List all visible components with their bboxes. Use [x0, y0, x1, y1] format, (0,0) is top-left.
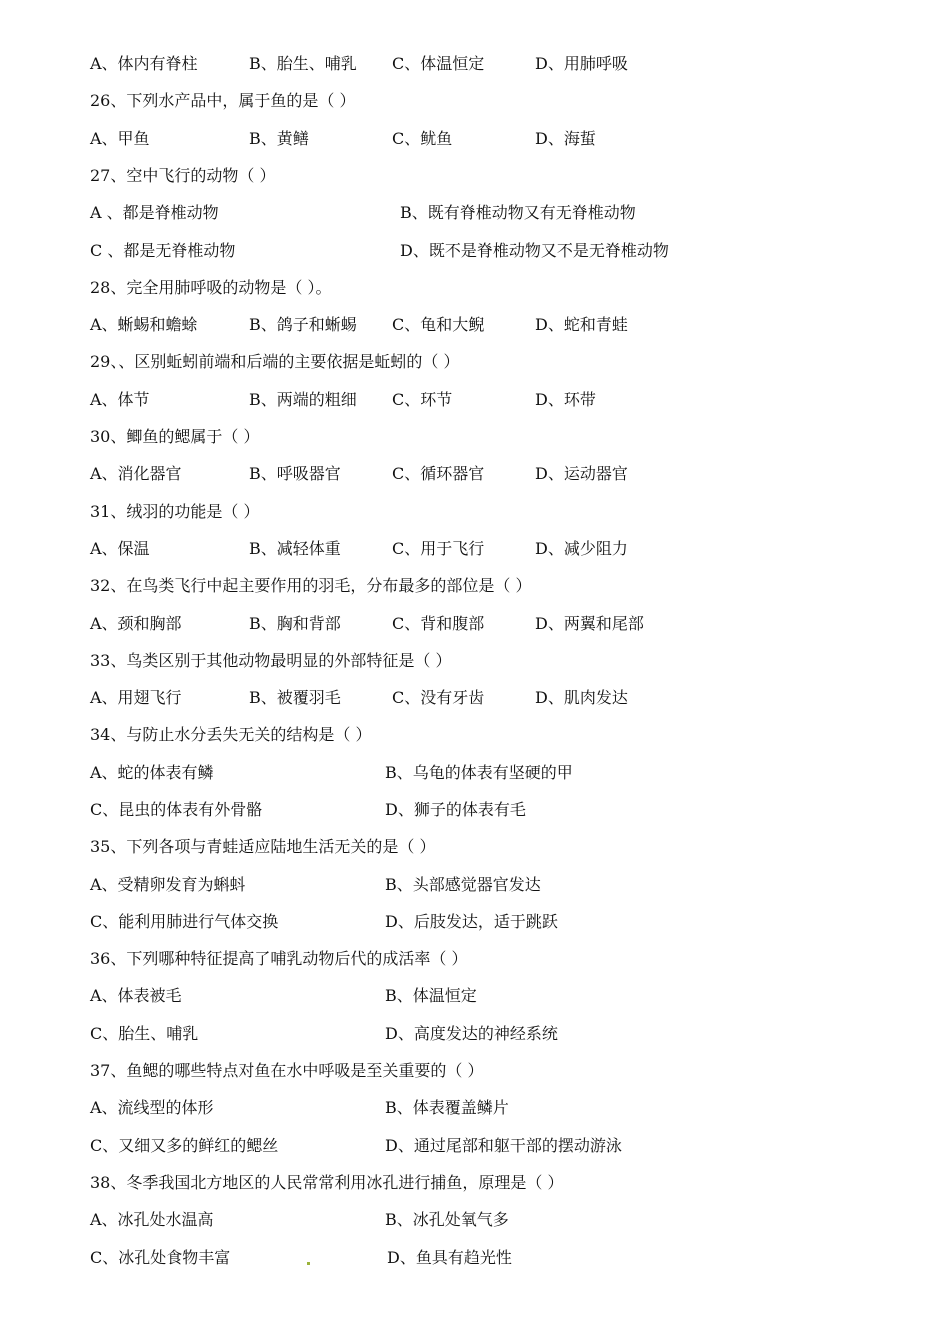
answer-option: B、胸和背部	[249, 614, 341, 633]
answer-option: A、保温	[90, 539, 150, 558]
answer-option: D、后肢发达，适于跳跃	[385, 912, 558, 931]
answer-option: B、减轻体重	[249, 539, 341, 558]
question-text: 27、空中飞行的动物（ ）	[90, 166, 276, 185]
answer-option: D、两翼和尾部	[535, 614, 644, 633]
answer-option: D、既不是脊椎动物又不是无脊椎动物	[400, 241, 669, 260]
answer-option: B、两端的粗细	[249, 390, 357, 409]
answer-option: C、用于飞行	[392, 539, 485, 558]
answer-option: D、狮子的体表有毛	[385, 800, 526, 819]
answer-option: A、体节	[90, 390, 150, 409]
answer-option: C、冰孔处食物丰富	[90, 1248, 231, 1267]
question-text: 32、在鸟类飞行中起主要作用的羽毛，分布最多的部位是（ ）	[90, 576, 532, 595]
answer-option: B、体温恒定	[385, 986, 477, 1005]
answer-option: D、肌肉发达	[535, 688, 628, 707]
answer-option: B、乌龟的体表有坚硬的甲	[385, 763, 573, 782]
answer-option: A、受精卵发育为蝌蚪	[90, 875, 246, 894]
answer-option: B、冰孔处氧气多	[385, 1210, 509, 1229]
question-text: 28、完全用肺呼吸的动物是（ ）。	[90, 278, 332, 297]
answer-option: B、既有脊椎动物又有无脊椎动物	[400, 203, 636, 222]
question-text: 34、与防止水分丢失无关的结构是（ ）	[90, 725, 372, 744]
question-text: 30、鲫鱼的鳃属于（ ）	[90, 427, 260, 446]
answer-option: C、鱿鱼	[392, 129, 453, 148]
answer-option: B、呼吸器官	[249, 464, 341, 483]
answer-option: D、蛇和青蛙	[535, 315, 628, 334]
answer-option: C、昆虫的体表有外骨骼	[90, 800, 263, 819]
question-text: 35、下列各项与青蛙适应陆地生活无关的是（ ）	[90, 837, 436, 856]
answer-option: C、背和腹部	[392, 614, 485, 633]
question-text: 37、鱼鳃的哪些特点对鱼在水中呼吸是至关重要的（ ）	[90, 1061, 484, 1080]
question-text: 31、绒羽的功能是（ ）	[90, 502, 260, 521]
answer-option: D、用肺呼吸	[535, 54, 628, 73]
answer-option: C、龟和大鲵	[392, 315, 485, 334]
answer-option: A、消化器官	[90, 464, 182, 483]
stray-dot	[307, 1262, 310, 1265]
answer-option: C、能利用肺进行气体交换	[90, 912, 279, 931]
answer-option: C 、都是无脊椎动物	[90, 241, 236, 260]
answer-option: A、体内有脊柱	[90, 54, 198, 73]
answer-option: A、蜥蜴和蟾蜍	[90, 315, 198, 334]
answer-option: A、用翅飞行	[90, 688, 182, 707]
answer-option: C、又细又多的鲜红的鳃丝	[90, 1136, 279, 1155]
answer-option: B、被覆羽毛	[249, 688, 341, 707]
answer-option: A、蛇的体表有鳞	[90, 763, 214, 782]
answer-option: A、甲鱼	[90, 129, 150, 148]
answer-option: A、冰孔处水温高	[90, 1210, 214, 1229]
answer-option: C、体温恒定	[392, 54, 485, 73]
answer-option: D、减少阻力	[535, 539, 628, 558]
answer-option: A 、都是脊椎动物	[90, 203, 219, 222]
answer-option: A、颈和胸部	[90, 614, 182, 633]
answer-option: C、循环器官	[392, 464, 485, 483]
answer-option: B、黄鳝	[249, 129, 309, 148]
answer-option: C、胎生、哺乳	[90, 1024, 199, 1043]
answer-option: D、运动器官	[535, 464, 628, 483]
question-text: 26、下列水产品中，属于鱼的是（ ）	[90, 91, 356, 110]
answer-option: D、海蜇	[535, 129, 596, 148]
answer-option: B、鸽子和蜥蜴	[249, 315, 357, 334]
answer-option: B、体表覆盖鳞片	[385, 1098, 509, 1117]
question-text: 29、、区别蚯蚓前端和后端的主要依据是蚯蚓的（ ）	[90, 352, 460, 371]
question-text: 36、下列哪种特征提高了哺乳动物后代的成活率（ ）	[90, 949, 468, 968]
answer-option: B、胎生、哺乳	[249, 54, 357, 73]
question-text: 33、鸟类区别于其他动物最明显的外部特征是（ ）	[90, 651, 452, 670]
answer-option: D、通过尾部和躯干部的摆动游泳	[385, 1136, 622, 1155]
answer-option: A、体表被毛	[90, 986, 182, 1005]
answer-option: B、头部感觉器官发达	[385, 875, 541, 894]
question-text: 38、冬季我国北方地区的人民常常利用冰孔进行捕鱼，原理是（ ）	[90, 1173, 564, 1192]
answer-option: C、环节	[392, 390, 453, 409]
answer-option: D、环带	[535, 390, 596, 409]
answer-option: D、鱼具有趋光性	[387, 1248, 512, 1267]
answer-option: C、没有牙齿	[392, 688, 485, 707]
answer-option: A、流线型的体形	[90, 1098, 214, 1117]
answer-option: D、高度发达的神经系统	[385, 1024, 558, 1043]
